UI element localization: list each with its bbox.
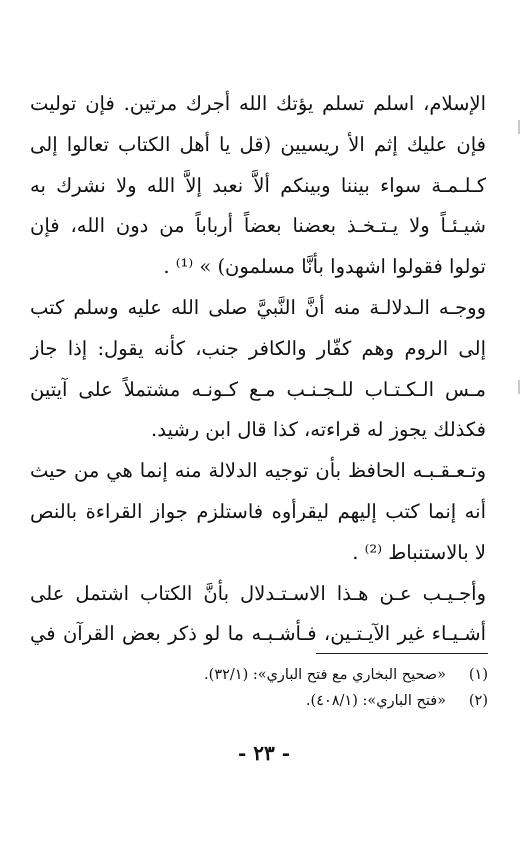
- scan-edge-mark: [518, 380, 520, 394]
- text-line: شيـئـاً ولا يـتـخـذ بعضنا بعضاً أرباباً من دون الله، فإن: [30, 214, 486, 238]
- page-number: - ٢٣ -: [237, 741, 290, 765]
- text-line: فكذلك يجوز له قراءته، كذا قال ابن رشيد.: [151, 418, 486, 442]
- text-line: ووجـه الـدلالـة منه أنَّ النَّبيَّ صلى الله عليه وسلم كتب: [30, 295, 486, 319]
- main-text: [30, 84, 486, 655]
- footnote: [68, 688, 488, 714]
- text-line: إلى الروم وهم كفّار والكافر جنب، كأنه يقول: إذا جاز: [30, 336, 486, 360]
- footnotes: [68, 662, 488, 714]
- footnote-text: «صحيح البخاري مع فتح الباري»: (٣٢/١).: [204, 667, 446, 683]
- text-line: أنه إنما كتب إليهم ليقرأوه فاستلزم جواز القراءة بالنص: [30, 499, 486, 523]
- text-line: مـس الـكـتـاب للـجـنـب مـع كـونـه مشتملاً على آيتين: [30, 377, 486, 401]
- text-line: كـلـمـة سواء بيننا وبينكم ألاَّ نعبد إلاَّ الله ولا نشرك به: [30, 173, 486, 197]
- text-line: لا بالاستنباط ⁽²⁾ .: [352, 540, 486, 564]
- text-line: تولوا فقولوا اشهدوا بأنَّا مسلمون) » ⁽¹⁾ .: [163, 255, 486, 279]
- text-line: الإسلام، اسلم تسلم يؤتك الله أجرك مرتين. فإن توليت: [30, 92, 486, 115]
- footnote-number: (٢): [468, 693, 488, 709]
- text-line: وتـعـقـبـه الحافظ بأن توجيه الدلالة منه إنما هي من حيث: [30, 459, 486, 483]
- scan-edge-mark: [518, 120, 520, 134]
- text-line: وأجـيـب عـن هـذا الاسـتـدلال بأنَّ الكتاب اشتمل على: [30, 581, 486, 605]
- footnote: [68, 662, 488, 688]
- text-line: فإن عليك إثم الأ ريسيين (قل يا أهل الكتاب تعالوا إلى: [30, 132, 486, 156]
- footnote-number: (١): [468, 667, 488, 683]
- text-line: أشـيـاء غير الآيـتـين، فـأشـبـه ما لو ذكر بعض القرآن في: [30, 622, 486, 646]
- footnote-separator: [316, 653, 488, 654]
- footnote-text: «فتح الباري»: (٤٠٨/١).: [305, 693, 446, 709]
